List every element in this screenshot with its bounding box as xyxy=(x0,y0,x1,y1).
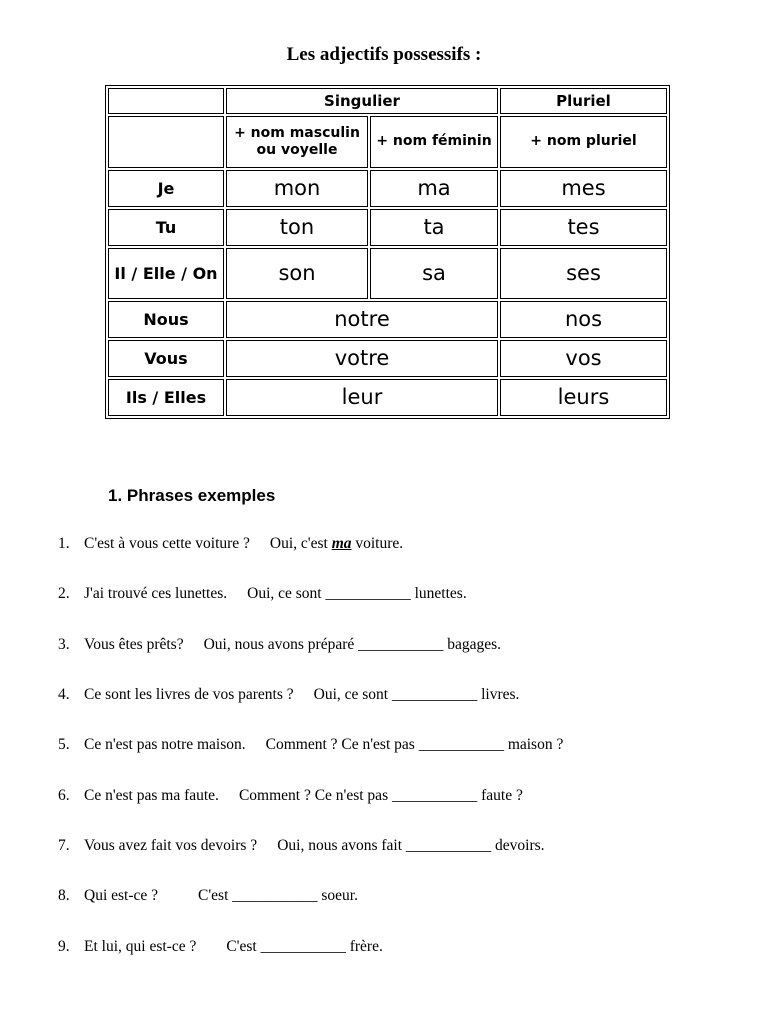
header-singulier: Singulier xyxy=(226,88,498,114)
exercise-item xyxy=(58,535,403,553)
pronoun-cell: Je xyxy=(108,170,224,207)
adjective-cell: ta xyxy=(370,209,498,246)
exercise-answer-prefix: Oui, ce sont xyxy=(313,686,389,703)
exercise-item xyxy=(58,585,467,603)
exercise-answer-prefix: Oui, c'est xyxy=(269,535,328,552)
answer-blank[interactable]: ___________ xyxy=(392,686,478,703)
adjective-cell: mon xyxy=(226,170,368,207)
empty-corner-cell xyxy=(108,88,224,114)
pronoun-cell: Vous xyxy=(108,340,224,377)
adjective-cell: vos xyxy=(500,340,667,377)
adjective-cell: tes xyxy=(500,209,667,246)
answer-blank[interactable]: ___________ xyxy=(391,787,478,804)
answer-blank[interactable]: ___________ xyxy=(325,585,411,602)
exercise-answer-prefix: Oui, nous avons préparé xyxy=(203,636,355,653)
exercise-question: Et lui, qui est-ce ? xyxy=(84,938,197,955)
subheader-masculin: + nom masculin ou voyelle xyxy=(226,116,368,168)
exercise-answer-suffix: soeur. xyxy=(321,887,358,904)
exercise-answer-suffix: bagages. xyxy=(447,636,502,653)
adjective-cell: votre xyxy=(226,340,498,377)
exercise-answer-prefix: C'est xyxy=(226,938,257,955)
subheader-feminin: + nom féminin xyxy=(370,116,498,168)
adjective-cell: notre xyxy=(226,301,498,338)
section-heading: 1. Phrases exemples xyxy=(108,486,276,505)
exercise-answer-prefix: Oui, nous avons fait xyxy=(277,837,403,854)
table-row xyxy=(108,248,667,299)
pronoun-cell: Ils / Elles xyxy=(108,379,224,416)
exercise-question: C'est à vous cette voiture ? xyxy=(84,535,250,552)
exercise-number: 5. xyxy=(58,736,70,753)
answer-blank[interactable]: ___________ xyxy=(232,887,318,904)
answer-blank[interactable]: ___________ xyxy=(358,636,444,653)
exercise-number: 9. xyxy=(58,938,70,955)
table-subheader-row xyxy=(108,116,667,168)
adjective-cell: leur xyxy=(226,379,498,416)
exercise-item xyxy=(58,636,501,654)
exercise-answer-prefix: Comment ? Ce n'est pas xyxy=(238,787,389,804)
table-row xyxy=(108,340,667,377)
pronoun-cell: Il / Elle / On xyxy=(108,248,224,299)
exercise-question: Ce sont les livres de vos parents ? xyxy=(84,686,294,703)
adjective-cell: sa xyxy=(370,248,498,299)
adjective-cell: ton xyxy=(226,209,368,246)
exercise-question: Qui est-ce ? xyxy=(84,887,159,904)
exercise-answer-suffix: frère. xyxy=(349,938,383,955)
adjective-cell: son xyxy=(226,248,368,299)
exercise-number: 8. xyxy=(58,887,70,904)
table-row xyxy=(108,301,667,338)
adjective-cell: ma xyxy=(370,170,498,207)
table-row xyxy=(108,170,667,207)
answer-blank[interactable]: ___________ xyxy=(260,938,346,955)
pronoun-cell: Tu xyxy=(108,209,224,246)
subheader-pluriel: + nom pluriel xyxy=(500,116,667,168)
exercise-question: Vous avez fait vos devoirs ? xyxy=(84,837,258,854)
exercise-item xyxy=(58,938,383,956)
exercise-answer-suffix: lunettes. xyxy=(414,585,467,602)
adjective-cell: ses xyxy=(500,248,667,299)
exercise-number: 6. xyxy=(58,787,70,804)
exercise-answer-suffix: voiture. xyxy=(355,535,404,552)
adjective-cell: leurs xyxy=(500,379,667,416)
exercise-item xyxy=(58,837,545,855)
page-title: Les adjectifs possessifs : xyxy=(286,44,482,65)
exercise-question: Ce n'est pas ma faute. xyxy=(84,787,219,804)
exercise-item xyxy=(58,887,358,905)
exercise-number: 7. xyxy=(58,837,70,854)
exercise-number: 3. xyxy=(58,636,70,653)
exercise-answer-suffix: livres. xyxy=(481,686,520,703)
exercise-number: 2. xyxy=(58,585,70,602)
exercise-question: Ce n'est pas notre maison. xyxy=(84,736,246,753)
exercise-question: J'ai trouvé ces lunettes. xyxy=(84,585,228,602)
table-row xyxy=(108,379,667,416)
exercise-item xyxy=(58,787,523,805)
exercise-answer-prefix: Oui, ce sont xyxy=(247,585,322,602)
exercise-answer-prefix: C'est xyxy=(198,887,229,904)
exercise-number: 1. xyxy=(58,535,70,552)
exercise-answer-example: ma xyxy=(331,535,352,552)
answer-blank[interactable]: ___________ xyxy=(418,736,504,753)
exercise-answer-suffix: devoirs. xyxy=(495,837,545,854)
pronoun-cell: Nous xyxy=(108,301,224,338)
exercise-question: Vous êtes prêts? xyxy=(84,636,184,653)
exercise-answer-suffix: maison ? xyxy=(507,736,564,753)
exercise-answer-prefix: Comment ? Ce n'est pas xyxy=(265,736,415,753)
empty-subheader-cell xyxy=(108,116,224,168)
exercise-number: 4. xyxy=(58,686,70,703)
adjective-cell: nos xyxy=(500,301,667,338)
possessive-adjectives-table xyxy=(105,85,670,419)
header-pluriel: Pluriel xyxy=(500,88,667,114)
exercise-answer-suffix: faute ? xyxy=(481,787,523,804)
answer-blank[interactable]: ___________ xyxy=(405,837,492,854)
exercise-item xyxy=(58,736,563,754)
exercise-item xyxy=(58,686,519,704)
table-row xyxy=(108,209,667,246)
table-header-row xyxy=(108,88,667,114)
adjective-cell: mes xyxy=(500,170,667,207)
